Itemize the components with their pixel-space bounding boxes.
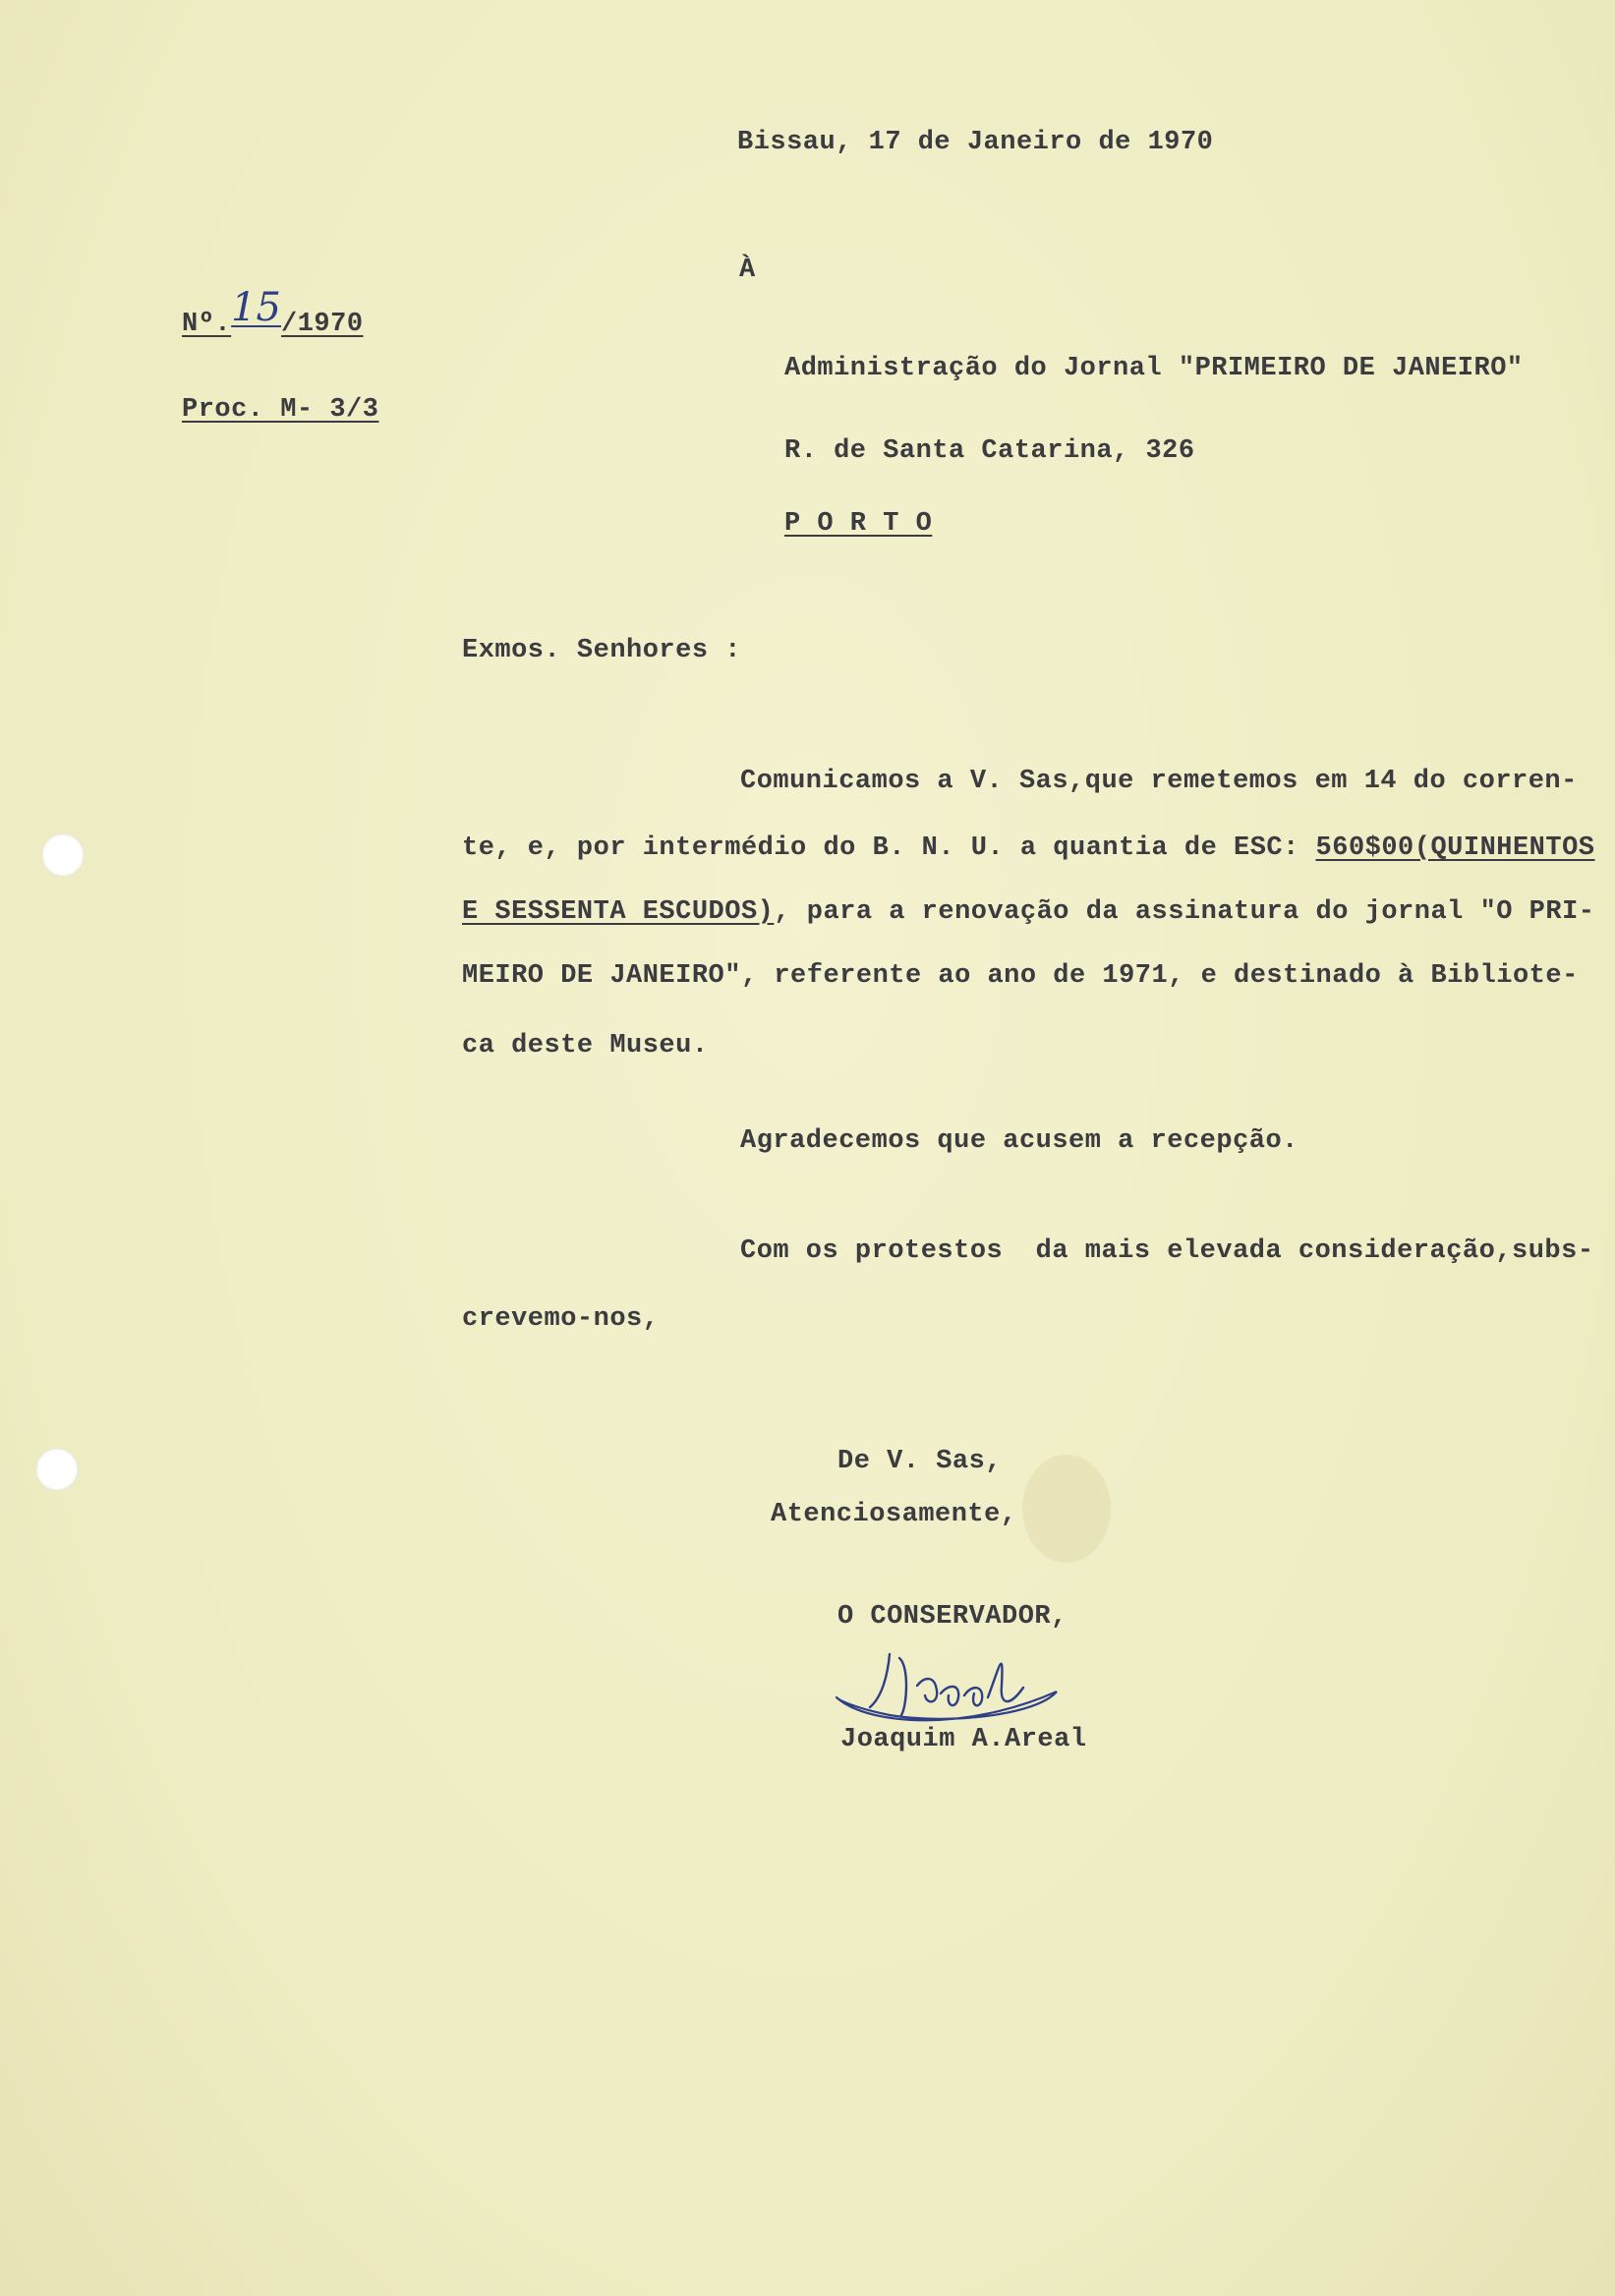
paragraph3-line1: Com os protestos da mais elevada consideração,subs- [740,1236,1594,1266]
handwritten-signature [831,1636,1086,1735]
punch-hole-bottom [35,1448,79,1491]
paragraph3-line2: crevemo-nos, [462,1304,660,1334]
paragraph2: Agradecemos que acusem a recepção. [740,1126,1298,1156]
closing-line2: Atenciosamente, [771,1500,1017,1529]
reference-number-suffix: /1970 [281,310,364,339]
process-reference: Proc. M- 3/3 [182,395,379,425]
reference-number-handwritten: 15 [231,285,282,330]
reference-number [182,285,364,340]
recipient-prefix: À [739,256,756,285]
addressee-city: P O R T O [784,509,933,539]
signatory-name: Joaquim A.Areal [840,1725,1087,1754]
closing-line1: De V. Sas, [837,1447,1003,1476]
salutation: Exmos. Senhores : [462,636,741,665]
paragraph1-line2 [462,833,1595,863]
paragraph1-line3-text: , para a renovação da assinatura do jornal "O PRI- [774,897,1595,927]
addressee-name: Administração do Jornal "PRIMEIRO DE JANEIRO" [784,354,1524,383]
paragraph1-line2-text: te, e, por intermédio do B. N. U. a quantia de ESC: [462,833,1316,863]
amount-underlined: 560$00(QUINHENTOS [1315,833,1595,863]
signatory-title: O CONSERVADOR, [837,1602,1067,1632]
paragraph1-line4: MEIRO DE JANEIRO", referente ao ano de 1971, e destinado à Bibliote- [462,961,1579,991]
punch-hole-top [41,833,85,877]
amount-words-underlined: E SESSENTA ESCUDOS) [462,897,775,927]
paragraph1-line3 [462,897,1595,927]
reference-number-prefix: Nº. [182,310,232,339]
addressee-street: R. de Santa Catarina, 326 [784,436,1195,466]
date-line: Bissau, 17 de Janeiro de 1970 [737,128,1214,157]
paragraph1-line1: Comunicamos a V. Sas,que remetemos em 14 do corren- [740,767,1578,796]
paper-stain [1022,1455,1111,1563]
paragraph1-line5: ca deste Museu. [462,1031,709,1061]
